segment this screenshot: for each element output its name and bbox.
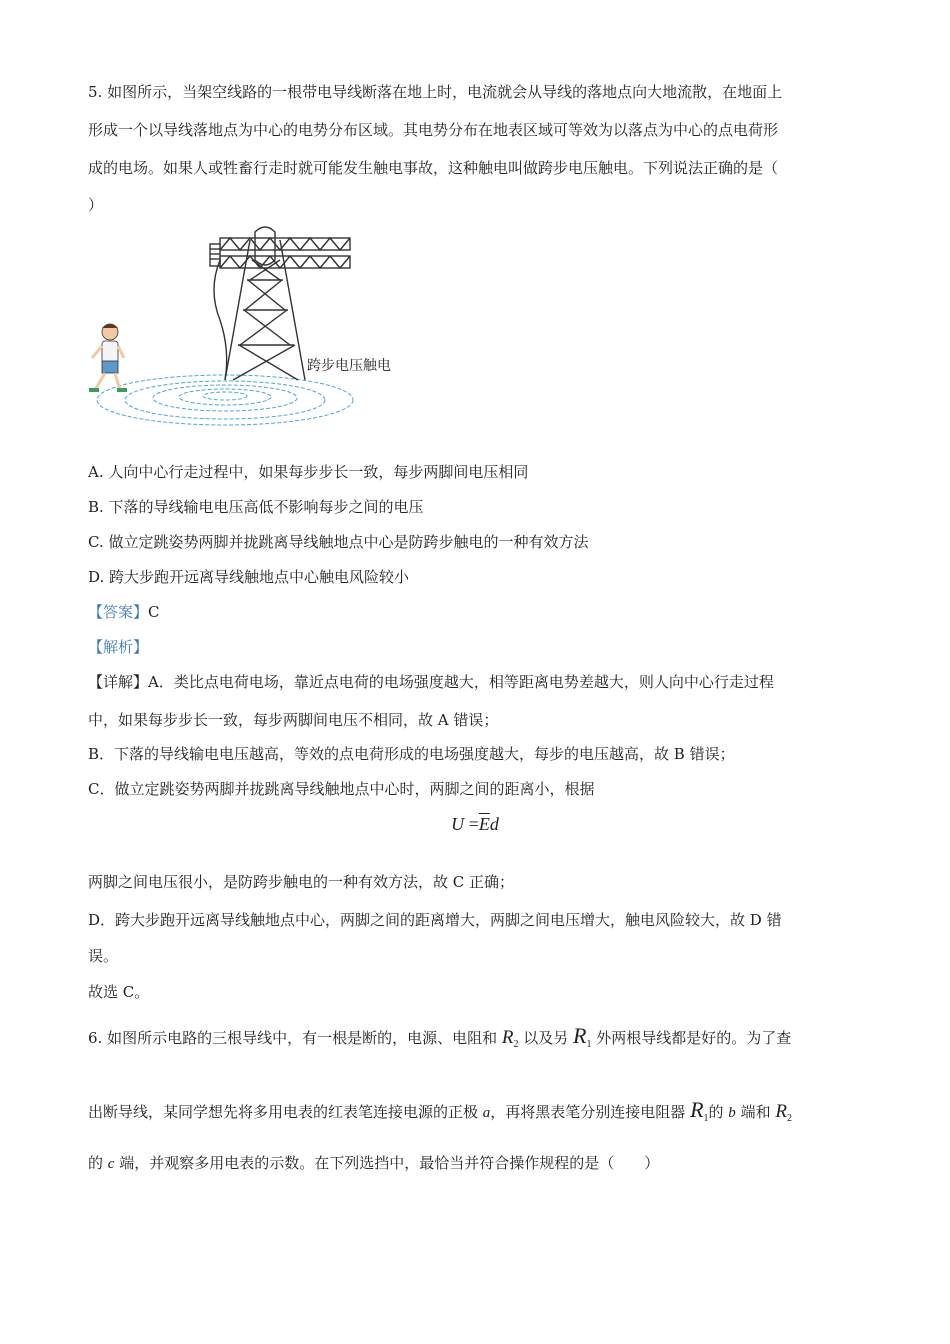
equipotential-rings — [97, 375, 353, 425]
q5-detail-line-1: 【详解】A．类比点电荷电场，靠近点电荷的电场强度越大，相等距离电势差越大，则人向中心行走过程 — [88, 673, 774, 691]
q5-option-a: A. 人向中心行走过程中，如果每步步长一致，每步两脚间电压相同 — [88, 463, 529, 481]
q5-stem-line-3: 成的电场。如果人或牲畜行走时就可能发生触电事故，这种触电叫做跨步电压触电。下列说法正确的是（ — [88, 159, 779, 177]
q6-stem-line-2: 出断导线，某同学想先将多用电表的红表笔连接电源的正极 a，再将黑表笔分别连接电阻器 $R_1$的 b 端和 $R_2$ — [88, 1097, 792, 1124]
figure-label: 跨步电压触电 — [307, 358, 391, 374]
q5-answer-line — [88, 602, 160, 622]
q5-detail-line-3: B．下落的导线输电电压越高，等效的点电荷形成的电场强度越大，每步的电压越高，故 B 错误； — [88, 745, 735, 763]
q5-option-b: B. 下落的导线输电电压高低不影响每步之间的电压 — [88, 498, 424, 516]
q5-analysis-tag: 【解析】 — [88, 638, 149, 656]
answer-value: C — [148, 603, 160, 621]
answer-tag: 【答案】 — [88, 603, 149, 621]
equation-u-ed: $U =\overline{E}d$ — [451, 814, 499, 834]
q5-detail-line-4: C．做立定跳姿势两脚并拢跳离导线触地点中心时，两脚之间的距离小，根据 — [88, 780, 595, 798]
person-figure — [89, 324, 127, 392]
q5-stem-line-4: ） — [88, 196, 104, 214]
detail-tag: 【详解】 — [88, 673, 149, 691]
q5-stem-line-1: 5. 如图所示，当架空线路的一根带电导线断落在地上时，电流就会从导线的落地点向大地流散，在地面上 — [88, 83, 783, 101]
q5-after-line-4: 故选 C。 — [88, 983, 150, 1001]
q5-option-c: C. 做立定跳姿势两脚并拢跳离导线触地点中心是防跨步触电的一种有效方法 — [88, 533, 589, 551]
q5-after-line-1: 两脚之间电压很小，是防跨步触电的一种有效方法，故 C 正确； — [88, 873, 515, 891]
step-voltage-figure — [80, 220, 391, 430]
q6-stem-line-1: 6. 如图所示电路的三根导线中，有一根是断的，电源、电阻和 $R_2$ 以及另 $R_1$ 外两根导线都是好的。为了查 — [88, 1023, 792, 1050]
q5-stem-line-2: 形成一个以导线落地点为中心的电势分布区域。其电势分布在地表区域可等效为以落点为中心的点电荷形 — [88, 121, 779, 139]
q5-option-d: D. 跨大步跑开远离导线触地点中心触电风险较小 — [88, 568, 410, 586]
q5-after-line-2: D．跨大步跑开远离导线触地点中心，两脚之间的距离增大，两脚之间电压增大，触电风险较大，故 D 错 — [88, 911, 782, 929]
q6-stem-line-3: 的 c 端，并观察多用电表的示数。在下列选挡中，最恰当并符合操作规程的是（ ） — [88, 1154, 660, 1172]
q5-after-line-3: 误。 — [88, 947, 119, 965]
q5-detail-line-2: 中，如果每步步长一致，每步两脚间电压不相同，故 A 错误； — [88, 711, 499, 729]
